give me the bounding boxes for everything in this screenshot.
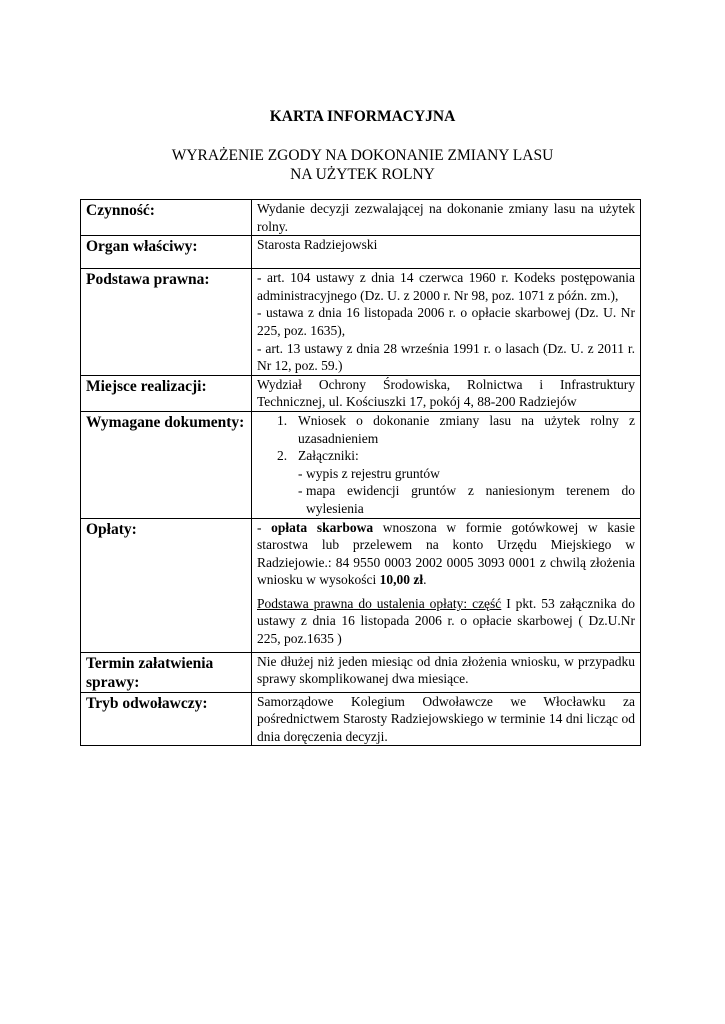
label-organ: Organ właściwy:	[81, 236, 252, 269]
sub-list-item-text: wypis z rejestru gruntów	[306, 465, 440, 481]
list-item-text: Załączniki:	[298, 448, 359, 464]
value-organ: Starosta Radziejowski	[252, 236, 641, 269]
list-item	[257, 447, 635, 465]
fee-amount: 10,00 zł	[379, 572, 424, 588]
list-item-number: 1.	[277, 412, 288, 428]
row-podstawa	[81, 269, 641, 376]
row-czynnosc	[81, 200, 641, 236]
document-subtitle-line2: NA UŻYTEK ROLNY	[290, 166, 435, 183]
list-item	[257, 412, 635, 447]
document-title: KARTA INFORMACYJNA	[269, 108, 456, 125]
label-termin: Termin załatwienia sprawy:	[81, 652, 252, 692]
podstawa-line2: - ustawa z dnia 16 listopada 2006 r. o opłacie skarbowej (Dz. U. Nr 225, poz. 1635),	[257, 305, 635, 338]
value-dokumenty	[252, 411, 641, 518]
value-podstawa	[252, 269, 641, 376]
podstawa-line3: - art. 13 ustawy z dnia 28 września 1991 r. o lasach (Dz. U. z 2011 r. Nr 12, poz. 59.)	[257, 340, 635, 374]
row-organ	[81, 236, 641, 269]
sub-list-item	[257, 465, 635, 483]
value-czynnosc: Wydanie decyzji zezwalającej na dokonanie zmiany lasu na użytek rolny.	[252, 200, 641, 236]
value-tryb: Samorządowe Kolegium Odwoławcze we Włocławku za pośrednictwem Starosty Radziejowskiego w terminie 14 dni licząc od dnia doręczenia decyzji.	[252, 692, 641, 746]
fee-body: wnoszona w formie gotówkowej w kasie starostwa lub przelewem na konto Urzędu Miejskiego w Radziejowie.: 84 9550 0003 2002 0005 3093 0001 z chwilą złożenia wniosku w wysokości	[257, 519, 636, 588]
value-oplaty	[252, 518, 641, 652]
fee-lead: opłata skarbowa	[271, 519, 374, 535]
row-termin	[81, 652, 641, 692]
label-podstawa: Podstawa prawna:	[81, 269, 252, 376]
dash-marker: -	[298, 483, 303, 499]
row-oplaty	[81, 518, 641, 652]
row-miejsce	[81, 375, 641, 411]
fee-prefix: -	[257, 519, 272, 535]
label-czynnosc: Czynność:	[81, 200, 252, 236]
info-table	[80, 199, 641, 746]
fee-basis-rest: I pkt. 53 załącznika do ustawy z dnia 16 listopada 2006 r. o opłacie skarbowej ( Dz.U.Nr 225, poz.1635 )	[257, 595, 635, 647]
dash-marker: -	[298, 465, 303, 481]
label-miejsce: Miejsce realizacji:	[81, 375, 252, 411]
sub-list-item-text: mapa ewidencji gruntów z naniesionym terenem do wylesienia	[306, 483, 635, 516]
sub-list-item	[257, 482, 635, 517]
fee-paragraph	[257, 519, 635, 589]
label-oplaty: Opłaty:	[81, 518, 252, 652]
row-tryb	[81, 692, 641, 746]
list-item-number: 2.	[277, 448, 288, 464]
fee-basis-paragraph	[257, 595, 635, 652]
fee-amount-suffix: .	[423, 572, 427, 588]
label-tryb: Tryb odwoławczy:	[81, 692, 252, 746]
fee-basis-lead: Podstawa prawna do ustalenia opłaty: część	[257, 595, 502, 611]
label-dokumenty: Wymagane dokumenty:	[81, 411, 252, 518]
podstawa-line1: - art. 104 ustawy z dnia 14 czerwca 1960 r. Kodeks postępowania administracyjnego (Dz. U. z 2000 r. Nr 98, poz. 1071 z późn. zm.),	[257, 270, 635, 303]
documents-list	[257, 412, 635, 518]
list-item-text: Wniosek o dokonanie zmiany lasu na użytek rolny z uzasadnieniem	[298, 412, 635, 446]
row-dokumenty	[81, 411, 641, 518]
value-miejsce: Wydział Ochrony Środowiska, Rolnictwa i Infrastruktury Technicznej, ul. Kościuszki 17, pokój 4, 88-200 Radziejów	[252, 375, 641, 411]
value-termin: Nie dłużej niż jeden miesiąc od dnia złożenia wniosku, w przypadku sprawy skomplikowanej dwa miesiące.	[252, 652, 641, 692]
document-subtitle-line1: WYRAŻENIE ZGODY NA DOKONANIE ZMIANY LASU	[171, 147, 554, 164]
